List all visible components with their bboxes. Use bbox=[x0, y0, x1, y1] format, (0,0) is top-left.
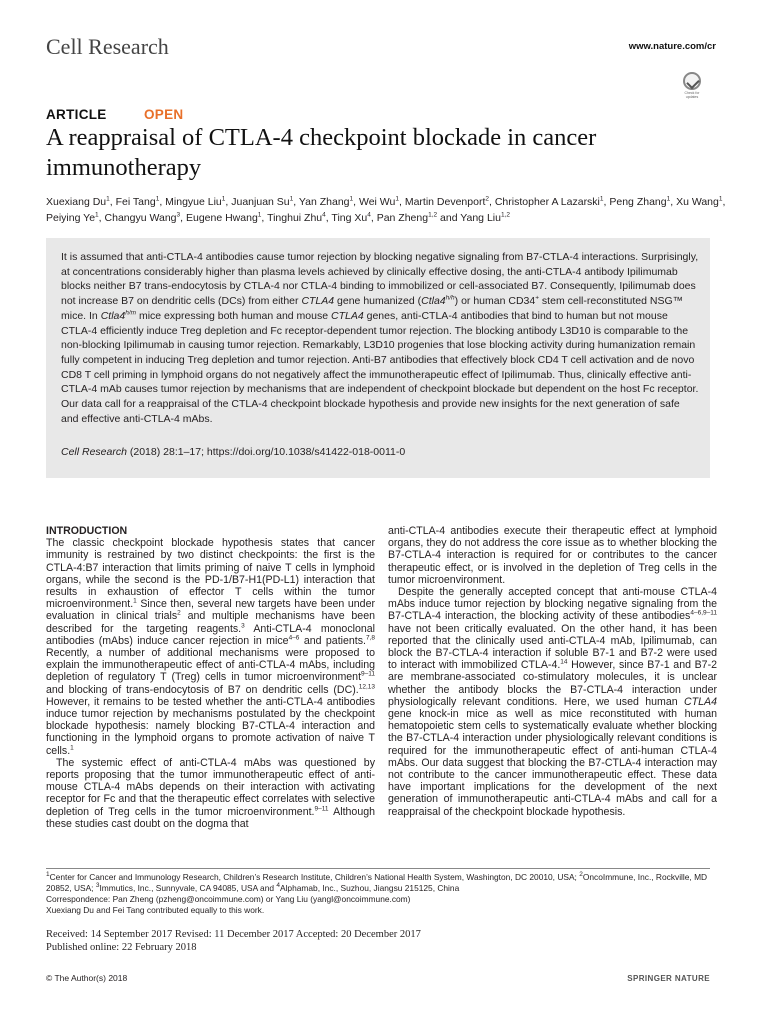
article-title: A reappraisal of CTLA-4 checkpoint blockade in cancer immunotherapy bbox=[46, 124, 597, 181]
author-affiliation-marker: 3 bbox=[176, 211, 181, 219]
author-affiliation-marker: 2 bbox=[485, 195, 489, 203]
author-name[interactable]: Changyu Wang bbox=[104, 212, 177, 224]
author-name[interactable]: Pan Zheng bbox=[376, 212, 429, 224]
author-affiliation-marker: 1 bbox=[221, 195, 226, 203]
author-name[interactable]: Christopher A Lazarski bbox=[494, 196, 600, 208]
left-column: INTRODUCTION The classic checkpoint blockade hypothesis states that cancer immunity is restrained by two distinct checkpoints: the first is the CTLA-4:B7 interaction that limits priming of naive T cells in lymphoid organs, while the second is the PD-1/B7-H1(PD-L1) interaction that results in exhaustion of effector T cells within the tumor microenvironment.$^1$ Since then, several new targets have been under evaluation in clinical trials$^2$ and multiple mechanisms have been described for the targeting reagents.$^3$ Anti-CTLA-4 monoclonal antibodies (mAbs) induce cancer rejection in mice$^{4-6}$ and patients.$^{7,8}$ Recently, a number of additional mechanisms were proposed to explain the immunotherapeutic effect of anti-CTLA-4 mAbs, including depletion of regulatory T (Treg) cells in tumor microenvironment$^{9-11}$ and blocking of trans-endocytosis of B7 on dendritic cells (DC).$^{12,13}$ However, it remains to be tested whether the anti-CTLA-4 antibodies induce tumor rejection by mechanisms postulated by the checkpoint blockade hypothesis: namely blocking B7-CTLA-4 interaction and functioning in the lymphoid organs to promote activation of naive T cells.$^1$ The systemic effect of anti-CTLA-4 mAbs was questioned by reports proposing that the tumor immunotherapeutic effect of anti-mouse CTLA-4 mAbs depends on their interaction with activating receptor for Fc and that the therapeutic effect correlates with selective depletion of Treg cells in the tumor microenvironment.$^{9-11}$ Although these studies cast doubt on the dogma that bbox=[46, 525, 376, 830]
author-affiliation-marker: 1 bbox=[395, 195, 399, 203]
abstract-box bbox=[46, 238, 710, 478]
publisher-logo: SPRINGER NATURE bbox=[627, 974, 710, 983]
author-affiliation-marker: 1 bbox=[718, 195, 723, 203]
equal-contribution-note: Xuexiang Du and Fei Tang contributed equally to this work. bbox=[46, 905, 265, 915]
right-column bbox=[388, 525, 717, 818]
journal-url-link[interactable]: www.nature.com/cr bbox=[628, 41, 716, 52]
author-name[interactable]: Fei Tang bbox=[115, 196, 156, 208]
author-affiliation-marker: 1 bbox=[289, 195, 294, 203]
right-paragraph-1: anti-CTLA-4 antibodies execute their therapeutic effect at lymphoid organs, they do not address the core issue as to whether blocking the B7-CTLA-4 interaction is required for or contributes to the cancer therapeutic effect, or is involved in the depletion of Treg cells in the tumor microenvironment. bbox=[388, 525, 717, 586]
author-affiliation-marker: 1 bbox=[599, 195, 604, 203]
author-name[interactable]: Yan Zhang bbox=[298, 196, 350, 208]
author-name[interactable]: Peng Zhang bbox=[609, 196, 667, 208]
author-affiliation-marker: 1 bbox=[95, 211, 99, 219]
right-paragraph-2: Despite the generally accepted concept that anti-mouse CTLA-4 mAbs induce tumor rejection by blocking negative signaling from the B7-CTLA-4 interaction, the blocking activity of these antibodies$^{4-6,9-11}$ have not been critically evaluated. On the other hand, it has been reported that the clinically used anti-CTLA-4 mAb, Ipilimumab, can block the B7-CTLA-4 interaction if soluble B7-1 and B7-2 were used to interact with immobilized CTLA-4.14 However, since B7-1 and B7-2 are membrane-associated co-stimulatory molecules, it is unclear whether the antibody blocks the B7-CTLA-4 interaction under physiologically relevant conditions. Here, we used human CTLA4 gene knock-in mice as well as mice reconstituted with human hematopoietic stem cells to systematically evaluate whether blocking the B7-CTLA-4 interaction under physiologically relevant conditions is required for the immunotherapeutic effect of anti-human CTLA-4 mAbs. Our data suggest that blocking the B7-CTLA-4 interaction may not contribute to the cancer immunotherapeutic effect. These data have important implications for the development of the next generation of immunotherapeutic anti-CTLA-4 mAbs and call for a reappraisal of the checkpoint blockade hypothesis. bbox=[388, 586, 717, 818]
author-name[interactable]: Wei Wu bbox=[358, 196, 396, 208]
citation-line: Cell Research (2018) 28:1–17; https://doi.org/10.1038/s41422-018-0011-0 bbox=[61, 446, 406, 458]
affiliations: $^1$Center for Cancer and Immunology Research, Children’s Research Institute, Children’s National Health System, Washington, DC 20010, USA; $^2$OncoImmune, Inc., Rockville, MD 20852, USA; $^3$Immutics, Inc., Sunnyvale, CA 94085, USA and $^4$Alphamab, Inc., Suzhou, Jiangsu 215125, China bbox=[46, 871, 708, 893]
journal-name: Cell Research bbox=[46, 34, 169, 59]
author-affiliation-marker: 4 bbox=[367, 211, 371, 219]
author-affiliation-marker: 1 bbox=[106, 195, 110, 203]
author-name[interactable]: Xuexiang Du bbox=[46, 196, 107, 208]
author-name[interactable]: Peiying Ye bbox=[46, 212, 96, 224]
author-affiliation-marker: 4 bbox=[322, 211, 326, 219]
author-name[interactable]: Eugene Hwang bbox=[185, 212, 258, 224]
author-name[interactable]: Yang Liu bbox=[460, 212, 501, 224]
check-updates-caption: Check for updates bbox=[684, 91, 700, 99]
author-affiliation-marker: 1 bbox=[155, 195, 160, 203]
author-name[interactable]: Mingyue Liu bbox=[165, 196, 222, 208]
author-affiliation-marker: 1,2 bbox=[500, 211, 511, 219]
author-affiliation-marker: 1 bbox=[349, 195, 354, 203]
author-name[interactable]: Tinghui Zhu bbox=[267, 212, 323, 224]
author-affiliation-marker: 1 bbox=[257, 211, 262, 219]
footnote-divider bbox=[46, 868, 710, 869]
author-name[interactable]: Martin Devenport bbox=[404, 196, 486, 208]
abstract-text: It is assumed that anti-CTLA-4 antibodies cause tumor rejection by blocking negative signaling from B7-CTLA-4 interactions. Surprisingly, at concentrations considerably higher than plasma levels achieved by clinically effective dosing, the anti-CTLA-4 antibody Ipilimumab blocks neither B7 trans-endocytosis by CTLA-4 nor CTLA-4 binding to immobilized or cell-associated B7. Consequently, Ipilimumab does not increase B7 on dendritic cells (DCs) from either CTLA4 gene humanized $(Ctla4^{h/h})$ or human CD34+ stem cell-reconstituted NSG™ mice. In $Ctla4^{h/m}$ mice expressing both human and mouse CTLA4 genes, anti-CTLA-4 antibodies that bind to human but not mouse CTLA-4 efficiently induce Treg depletion and Fc receptor-dependent tumor rejection. The blocking antibody L3D10 is comparable to the non-blocking Ipilimumab in causing tumor rejection. Remarkably, L3D10 progenies that lose blocking activity during humanization remain fully competent in inducing Treg depletion and tumor rejection. Anti-B7 antibodies that effectively block CD4 T cell activation and de novo CD8 T cell priming in lymphoid organs do not negatively affect the immunotherapeutic effect of Ipilimumab. Thus, clinically effective anti-CTLA-4 mAb causes tumor rejection by mechanisms that are independent of checkpoint blockade but dependent on the host Fc receptor. Our data call for a reappraisal of the CTLA-4 checkpoint blockade hypothesis and provide new insights for the next generation of safe and effective anti-CTLA-4 mAbs. bbox=[61, 251, 699, 425]
introduction-heading: INTRODUCTION bbox=[46, 525, 128, 537]
copyright-notice: © The Author(s) 2018 bbox=[46, 973, 128, 983]
publication-dates: Received: 14 September 2017 Revised: 11 December 2017 Accepted: 20 December 2017 Published online: 22 February 2018 bbox=[46, 929, 421, 953]
author-affiliation-marker: 1,2 bbox=[428, 211, 438, 219]
author-name[interactable]: Xu Wang bbox=[676, 196, 719, 208]
correspondence: Correspondence: Pan Zheng (pzheng@oncoimmune.com) or Yang Liu (yangl@oncoimmune.com) bbox=[46, 894, 411, 904]
open-access-label: OPEN bbox=[144, 107, 184, 122]
check-updates-icon bbox=[683, 72, 701, 90]
author-name[interactable]: Ting Xu bbox=[331, 212, 368, 224]
author-affiliation-marker: 1 bbox=[666, 195, 671, 203]
footnotes bbox=[46, 872, 710, 916]
article-type-label: ARTICLE bbox=[46, 107, 107, 122]
check-for-updates-badge[interactable] bbox=[680, 72, 704, 102]
author-name[interactable]: Juanjuan Su bbox=[231, 196, 290, 208]
author-list: Xuexiang Du$^1$, Fei Tang$^1$, Mingyue Liu$^1$, Juanjuan Su$^1$, Yan Zhang$^1$, Wei Wu$^1$, Martin Devenport$^2$, Christopher A Lazarski$^1$, Peng Zhang$^1$, Xu Wang$^1$, Peiying Ye$^1$, Changyu Wang$^3$, Eugene Hwang$^1$, Tinghui Zhu$^4$, Ting Xu$^4$, Pan Zheng$^{1,2}$ and Yang Liu$^{1,2}$ bbox=[46, 195, 726, 224]
